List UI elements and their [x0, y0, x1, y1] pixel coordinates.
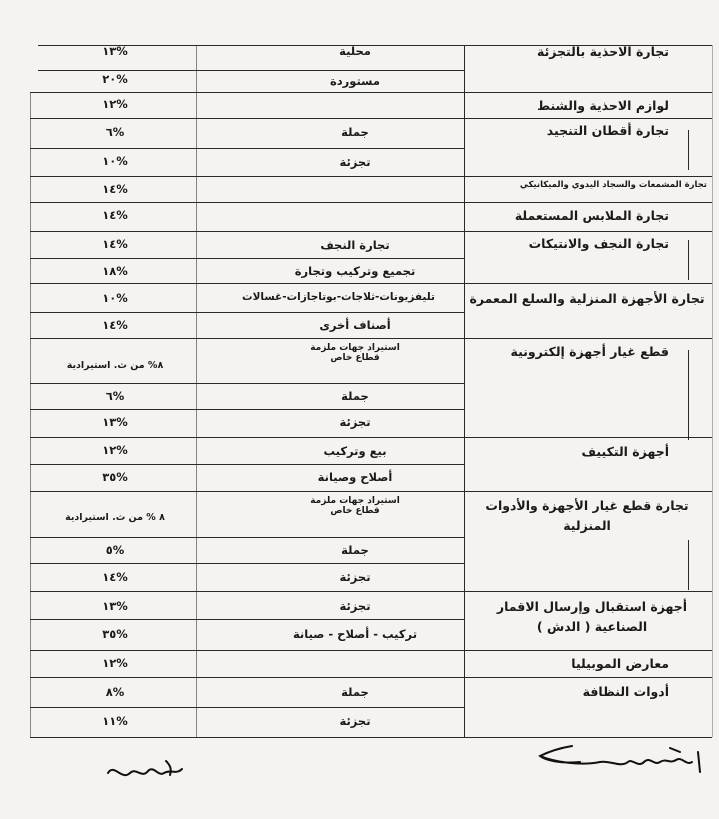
subtype-cell: أصلاح وصيانة	[317, 470, 393, 484]
rate-cell: ١٣%	[102, 599, 128, 613]
rate-cell: ٦%	[105, 389, 125, 403]
subtype-cell: تجميع وتركيب وتجارة	[294, 264, 416, 278]
column-rule	[688, 350, 689, 440]
rate-cell: ٣٥%	[102, 470, 128, 484]
row-rule	[30, 383, 464, 384]
subtype-cell: بيع وتركيب	[323, 444, 387, 458]
rate-cell: ١٣%	[102, 415, 128, 429]
subtype-cell: تجزئة	[339, 599, 371, 613]
rate-cell: ٥%	[105, 543, 125, 557]
row-rule	[30, 312, 464, 313]
column-rule	[30, 92, 31, 737]
row-rule	[30, 258, 464, 259]
rate-cell: ١٤%	[102, 318, 128, 332]
subtype-cell: محلية	[339, 44, 371, 58]
subtype-cell: تجزئة	[339, 714, 371, 728]
row-rule	[30, 148, 464, 149]
row-rule	[30, 491, 712, 492]
row-rule	[30, 176, 712, 177]
signature-right	[520, 742, 710, 782]
row-rule	[30, 619, 464, 620]
rate-cell: ١١%	[102, 714, 128, 728]
rate-cell: ٨ % من ث. استيرادية	[65, 512, 165, 523]
subtype-cell: استيراد جهات ملزمة قطاع خاص	[310, 343, 400, 363]
rate-cell: ١٤%	[102, 237, 128, 251]
subtype-cell: جملة	[341, 543, 369, 557]
activity-cell: تجارة النجف والانتيكات	[528, 236, 669, 251]
activity-cell: أدوات النظافة	[582, 684, 669, 699]
rate-cell: ٣٥%	[102, 627, 128, 641]
column-rule	[688, 130, 689, 170]
subtype-cell: تجزئة	[339, 570, 371, 584]
rate-cell: ٦%	[105, 125, 125, 139]
activity-cell: تجارة قطع غيار الأجهزة والأدوات المنزلية	[485, 498, 689, 533]
column-rule	[688, 540, 689, 590]
row-rule	[30, 650, 712, 651]
rate-cell: ١٢%	[102, 656, 128, 670]
rate-cell: ٢٠%	[102, 72, 128, 86]
subtype-cell: تجزئة	[339, 415, 371, 429]
subtype-cell: تجارة النجف	[320, 238, 390, 252]
activity-cell: قطع غيار أجهزة إلكترونية	[510, 344, 669, 359]
activity-cell: تجارة الملابس المستعملة	[514, 208, 669, 223]
activity-cell: تجارة الاحذية بالتجزئة	[536, 44, 669, 59]
row-rule	[30, 464, 464, 465]
row-rule	[30, 92, 712, 93]
rate-cell: ١٤%	[102, 208, 128, 222]
rate-cell: ١٠%	[102, 154, 128, 168]
row-rule	[30, 283, 712, 284]
subtype-cell: جملة	[341, 685, 369, 699]
subtype-cell: تليفزيونات-ثلاجات-بوتاجازات-غسالات	[242, 291, 435, 303]
rate-cell: ١٤%	[102, 182, 128, 196]
rate-cell: ١٨%	[102, 264, 128, 278]
row-rule	[30, 202, 712, 203]
subtype-cell: جملة	[341, 125, 369, 139]
rate-cell: ١٤%	[102, 570, 128, 584]
activity-cell: تجارة الأجهزة المنزلية والسلع المعمرة	[469, 291, 705, 306]
activity-cell: أجهزة التكييف	[581, 444, 669, 459]
rate-cell: ١٢%	[102, 97, 128, 111]
activity-cell: معارض الموبيليا	[571, 656, 669, 671]
row-rule	[30, 677, 712, 678]
column-rule	[196, 45, 197, 737]
activity-cell: تجارة أقطان التنجيد	[546, 123, 669, 138]
row-rule	[30, 563, 464, 564]
row-rule	[30, 591, 712, 592]
row-rule	[30, 437, 712, 438]
activity-cell: أجهزة استقبال وإرسال الاقمار الصناعية ( الدش )	[496, 599, 688, 634]
row-rule	[30, 338, 712, 339]
subtype-cell: تركيب - أصلاح - صيانة	[292, 627, 418, 641]
activity-cell: لوازم الاحذية والشنط	[537, 98, 669, 113]
rate-cell: ٨% من ث. استيرادية	[66, 360, 164, 371]
row-rule	[30, 737, 712, 738]
subtype-cell: مستوردة	[329, 74, 381, 88]
subtype-cell: تجزئة	[339, 155, 371, 169]
signature-left	[100, 755, 190, 787]
subtype-cell: استيراد جهات ملزمة قطاع خاص	[310, 496, 400, 516]
column-rule	[688, 240, 689, 280]
rate-cell: ١٢%	[102, 443, 128, 457]
rate-cell: ١٠%	[102, 291, 128, 305]
rate-cell: ١٣%	[102, 44, 128, 58]
row-rule	[30, 118, 712, 119]
subtype-cell: جملة	[341, 389, 369, 403]
row-rule	[30, 409, 464, 410]
column-rule	[712, 45, 713, 737]
subtype-cell: أصناف أخرى	[319, 318, 391, 332]
activity-cell: تجارة المشمعات والسجاد اليدوي والميكانيكي	[519, 180, 707, 190]
rate-cell: ٨%	[105, 685, 125, 699]
row-rule	[30, 537, 464, 538]
row-rule	[30, 231, 712, 232]
row-rule	[30, 707, 464, 708]
